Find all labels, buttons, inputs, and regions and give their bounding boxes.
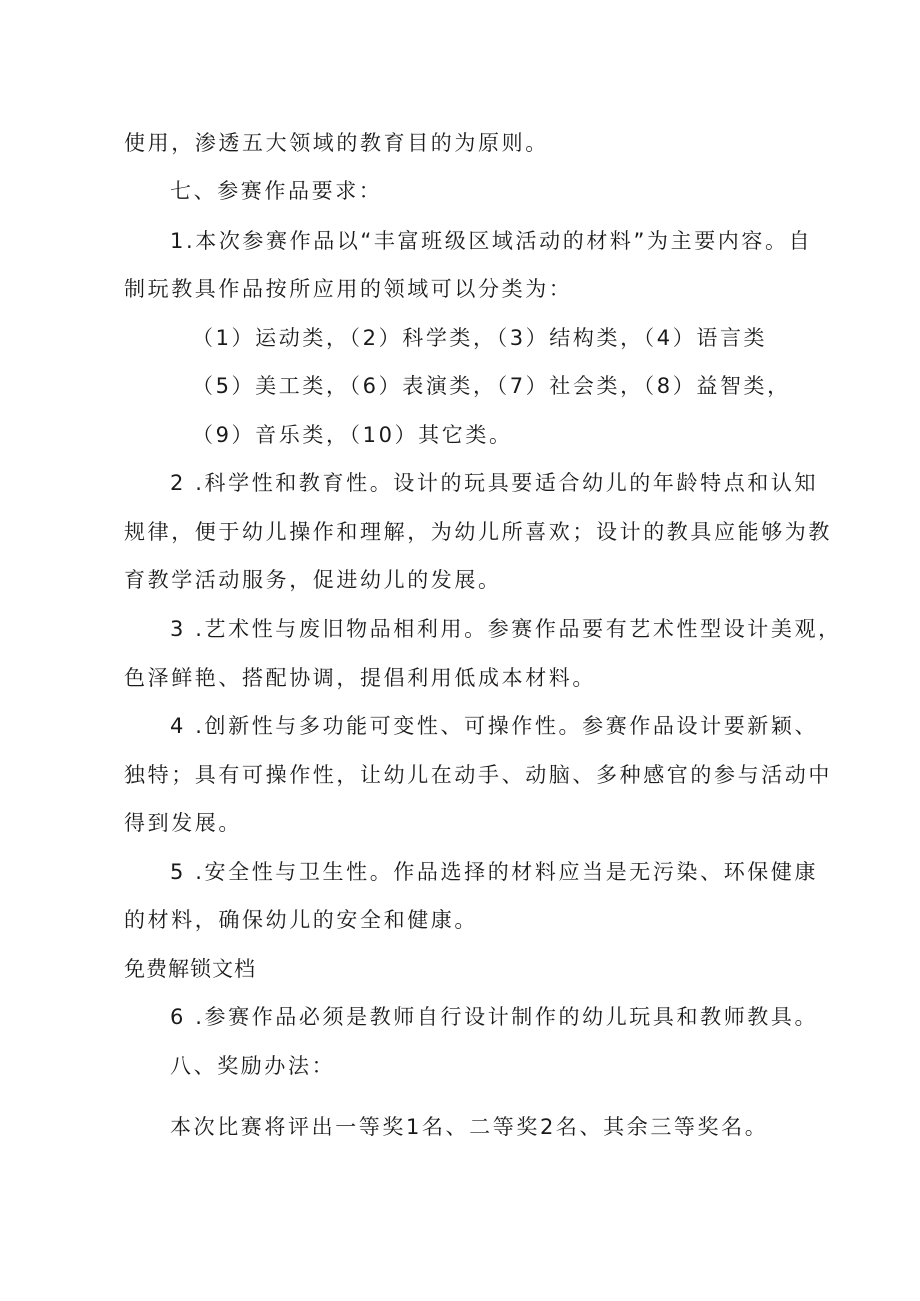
category-line: （5）美工类，（6）表演类，（7）社会类，（8）益智类， [192, 374, 791, 398]
text-line: 规律，便于幼儿操作和理解，为幼儿所喜欢；设计的教具应能够为教 [124, 520, 832, 544]
text-line: 育教学活动服务，促进幼儿的发展。 [124, 568, 502, 592]
text-line: 的材料，确保幼儿的安全和健康。 [124, 908, 478, 932]
text-line: 本次比赛将评出一等奖1名、二等奖2名、其余三等奖名。 [170, 1115, 769, 1139]
section-heading: 七、参赛作品要求： [170, 179, 383, 203]
text-line: 色泽鲜艳、搭配协调，提倡利用低成本材料。 [124, 666, 596, 690]
text-line: 制玩教具作品按所应用的领域可以分类为： [124, 277, 573, 301]
text-line: 使用，渗透五大领域的教育目的为原则。 [124, 131, 549, 155]
text-line: 独特；具有可操作性，让幼儿在动手、动脑、多种感官的参与活动中 [124, 763, 832, 787]
unlock-document-link[interactable]: 免费解锁文档 [124, 957, 256, 981]
text-line: 1.本次参赛作品以“丰富班级区域活动的材料”为主要内容。自 [170, 229, 813, 253]
text-line: 6 .参赛作品必须是教师自行设计制作的幼儿玩具和教师教具。 [170, 1005, 819, 1029]
text-line: 得到发展。 [124, 811, 242, 835]
text-line: 3 .艺术性与废旧物品相利用。参赛作品要有艺术性型设计美观， [170, 617, 842, 641]
text-line: 5 .安全性与卫生性。作品选择的材料应当是无污染、环保健康 [170, 860, 819, 884]
category-line: （9）音乐类，（10）其它类。 [192, 423, 513, 447]
section-heading: 八、奖励办法： [170, 1054, 336, 1078]
text-line: 2 .科学性和教育性。设计的玩具要适合幼儿的年龄特点和认知 [170, 471, 819, 495]
category-line: （1）运动类，（2）科学类，（3）结构类，（4）语言类 [192, 326, 768, 350]
text-line: 4 .创新性与多功能可变性、可操作性。参赛作品设计要新颖、 [170, 714, 819, 738]
